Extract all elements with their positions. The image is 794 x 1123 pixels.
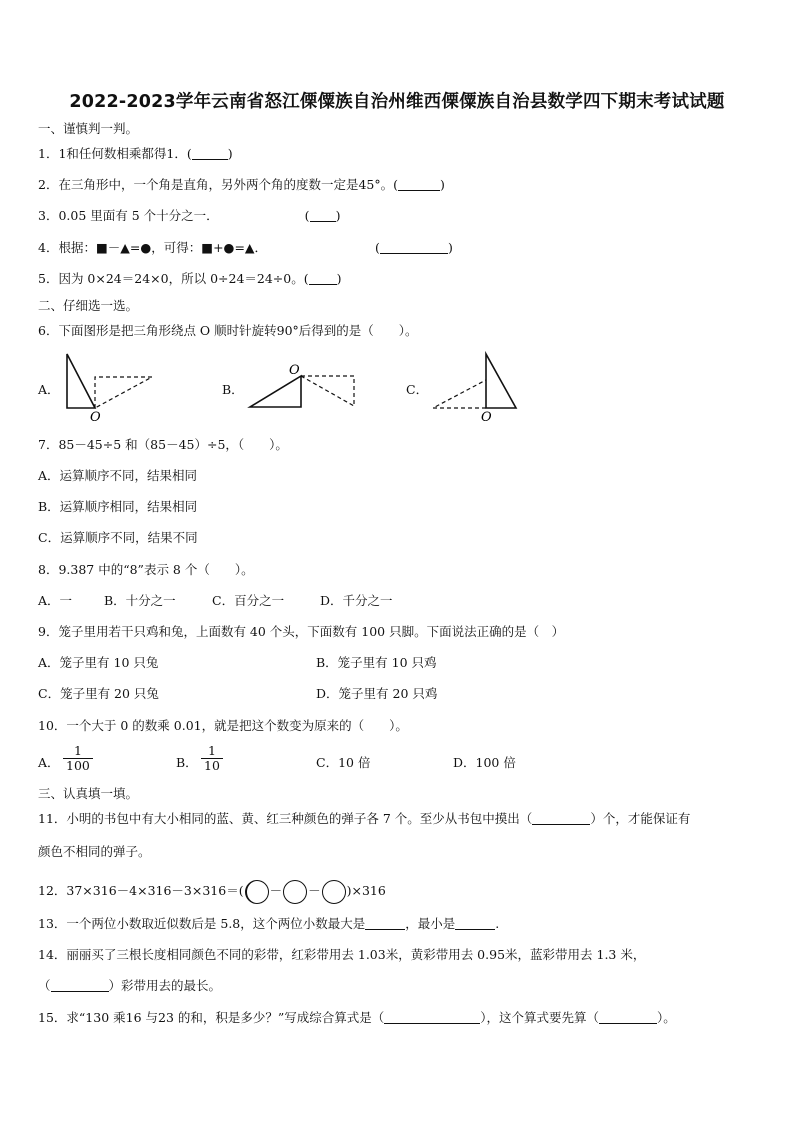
q10-option-c[interactable]: C．10 倍 (316, 755, 371, 770)
question-15-mid: ），这个算式要先算（ (480, 1010, 600, 1025)
question-12 (38, 878, 386, 904)
q7-option-b[interactable]: B．运算顺序相同，结果相同 (38, 499, 198, 514)
q10-option-b-fraction (201, 744, 223, 773)
denominator: 100 (66, 758, 90, 773)
paren-close: ) (227, 146, 233, 161)
answer-blank-expression[interactable] (384, 1011, 480, 1024)
question-13-tail: . (495, 916, 500, 931)
answer-blank[interactable] (398, 178, 440, 191)
question-11-text: 11．小明的书包中有大小相同的蓝、黄、红三种颜色的弹子各 7 个。至少从书包中摸出（ (38, 811, 533, 826)
paren-close: ) (440, 177, 445, 192)
question-3 (38, 208, 340, 224)
paren-close: ) (336, 271, 342, 286)
q9-option-a[interactable]: A．笼子里有 10 只兔 (38, 655, 159, 670)
answer-circle-2[interactable] (283, 880, 307, 904)
paren-close: ) (447, 240, 453, 255)
solid-triangle (250, 376, 301, 407)
question-15-text: 15．求“130 乘16 与23 的和，积是多少？”写成综合算式是（ (38, 1010, 385, 1025)
question-5-text: 5．因为 0×24＝24×0，所以 0÷24＝24÷0。( (38, 271, 309, 286)
answer-blank[interactable] (380, 241, 448, 254)
answer-circle-1[interactable] (245, 880, 269, 904)
minus-sign: － (308, 883, 321, 898)
question-4 (38, 240, 453, 256)
denominator: 10 (204, 758, 220, 773)
answer-blank[interactable] (309, 272, 337, 285)
minus-sign: － (269, 883, 283, 898)
q10-option-d[interactable]: D．100 倍 (453, 755, 516, 770)
question-1 (38, 146, 233, 162)
question-9-text: 9．笼子里用若干只鸡和兔，上面数有 40 个头，下面数有 100 只脚。下面说法正确的是（ ） (38, 624, 565, 639)
numerator: 1 (63, 744, 93, 759)
dashed-triangle (433, 380, 486, 408)
question-11-line-1 (38, 811, 690, 827)
answer-blank[interactable] (51, 979, 109, 992)
point-o-label: O (90, 410, 101, 425)
question-13-mid: ，最小是 (405, 916, 456, 931)
dashed-triangle (95, 377, 152, 408)
question-10-text: 10．一个大于 0 的数乘 0.01，就是把这个数变为原来的（ ）。 (38, 718, 408, 733)
q8-option-b[interactable]: B．十分之一 (104, 593, 176, 608)
answer-blank-max[interactable] (365, 917, 405, 930)
paren-open: （ (38, 978, 51, 993)
question-14-line-1: 14．丽丽买了三根长度相同颜色不同的彩带，红彩带用去 1.03米，黄彩带用去 0.95米，蓝彩带用去 1.3 米， (38, 947, 646, 962)
question-13 (38, 916, 499, 932)
q7-option-a[interactable]: A．运算顺序不同，结果相同 (38, 468, 198, 483)
q9-option-c[interactable]: C．笼子里有 20 只兔 (38, 686, 159, 701)
question-2 (38, 177, 445, 193)
answer-blank-first-step[interactable] (599, 1011, 657, 1024)
q8-option-a[interactable]: A．一 (38, 593, 73, 608)
q9-option-b[interactable]: B．笼子里有 10 只鸡 (316, 655, 437, 670)
solid-triangle (67, 354, 95, 408)
section-heading-2: 二、仔细选一选。 (38, 298, 139, 313)
question-6-text: 6．下面图形是把三角形绕点 O 顺时针旋转90°后得到的是（ ）。 (38, 323, 418, 338)
question-14-tail: ）彩带用去的最长。 (108, 978, 222, 993)
question-15 (38, 1010, 676, 1026)
q6-option-b-label[interactable]: B． (222, 382, 244, 397)
answer-blank-min[interactable] (455, 917, 495, 930)
q10-option-a-label[interactable]: A． (38, 755, 60, 770)
q6-option-c-label[interactable]: C． (406, 382, 429, 397)
question-14-line-2 (38, 978, 221, 994)
question-11-line-2: 颜色不相同的弹子。 (38, 844, 151, 859)
q6-option-a-figure (58, 348, 168, 428)
answer-blank[interactable] (310, 209, 336, 222)
question-2-text: 2．在三角形中，一个角是直角，另外两个角的度数一定是45°。( (38, 177, 398, 192)
question-3-text: 3．0.05 里面有 5 个十分之一． (38, 208, 219, 223)
section-heading-3: 三、认真填一填。 (38, 786, 139, 801)
question-1-text: 1．1和任何数相乘都得1．( (38, 146, 192, 161)
q10-option-b-label[interactable]: B． (176, 755, 198, 770)
q10-option-a-fraction (63, 744, 93, 773)
section-heading-1: 一、谨慎判一判。 (38, 121, 139, 136)
question-4-text: 4．根据：■－▲=●，可得：■+●=▲． (38, 240, 268, 255)
q9-option-d[interactable]: D．笼子里有 20 只鸡 (316, 686, 438, 701)
q8-option-d[interactable]: D．千分之一 (320, 593, 393, 608)
q8-option-c[interactable]: C．百分之一 (212, 593, 285, 608)
answer-circle-3[interactable] (322, 880, 346, 904)
point-o-label: O (481, 410, 492, 425)
question-11-text-tail: ）个，才能保证有 (590, 811, 691, 826)
q6-option-b-figure (244, 362, 364, 416)
point-o-label: O (289, 363, 300, 378)
q6-option-c-figure (428, 348, 528, 428)
question-13-text: 13．一个两位小数取近似数后是 5.8，这个两位小数最大是 (38, 916, 366, 931)
question-8-text: 8．9.387 中的“8”表示 8 个（ ）。 (38, 562, 254, 577)
dashed-triangle (301, 376, 354, 406)
question-7-text: 7．85－45÷5 和（85－45）÷5，（ ）。 (38, 437, 288, 452)
paren-open: ( (304, 208, 310, 223)
paren-close: ) (335, 208, 341, 223)
question-15-tail: ）。 (657, 1010, 676, 1025)
question-5 (38, 271, 342, 287)
question-12-text: 12．37×316－4×316－3×316＝( (38, 883, 244, 898)
paren-open: ( (375, 240, 380, 255)
question-12-tail: )×316 (346, 883, 386, 898)
solid-triangle (486, 354, 516, 408)
page-title: 2022-2023学年云南省怒江傈僳族自治州维西傈僳族自治县数学四下期末考试试题 (69, 92, 725, 112)
q6-option-a-label[interactable]: A． (38, 382, 60, 397)
answer-blank[interactable] (192, 147, 228, 160)
answer-blank[interactable] (532, 812, 590, 825)
q7-option-c[interactable]: C．运算顺序不同，结果不同 (38, 530, 198, 545)
numerator: 1 (201, 744, 223, 759)
